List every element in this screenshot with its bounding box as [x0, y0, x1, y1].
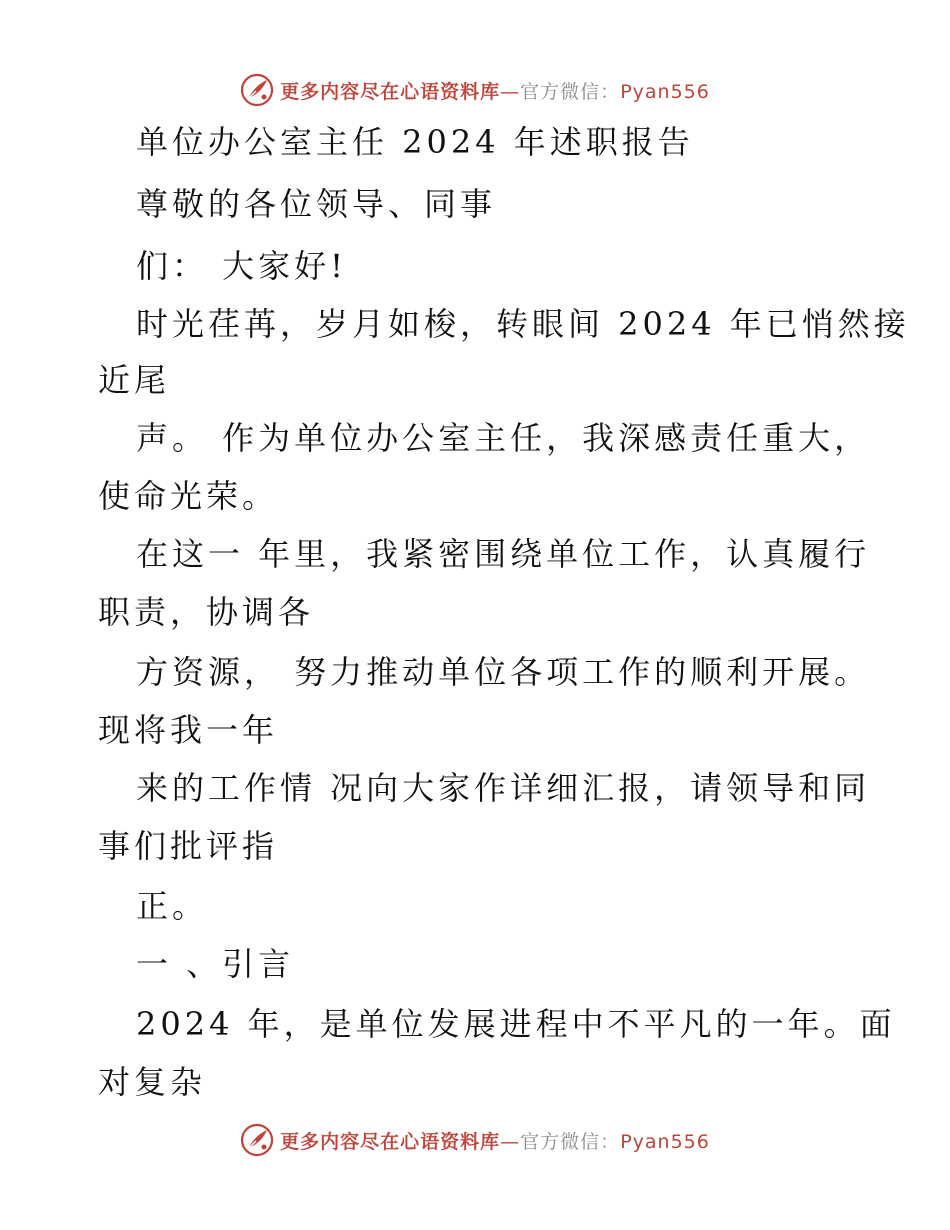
text-line: 在这一 年里，我紧密围绕单位工作，认真履行: [136, 535, 871, 573]
footer-dash: —: [500, 1130, 521, 1153]
text-line: 正。: [136, 887, 209, 925]
footer-wechat-label: 官方微信：: [520, 1130, 621, 1153]
text-line: 来的工作情 况向大家作详细汇报，请领导和同: [136, 769, 871, 807]
text-line: 对复杂: [98, 1063, 207, 1101]
text-line: 们： 大家好!: [136, 247, 348, 285]
header-banner-text: [280, 77, 710, 104]
footer-banner: [0, 1120, 950, 1160]
text-line: 声。 作为单位办公室主任，我深感责任重大，: [136, 419, 871, 457]
text-line: 职责，协调各: [98, 593, 315, 631]
text-line: 2024 年，是单位发展进程中不平凡的一年。面: [136, 1005, 896, 1043]
footer-site-name: 更多内容尽在心语资料库: [280, 1130, 501, 1153]
header-wechat-label: 官方微信：: [520, 80, 621, 103]
footer-wechat-id: Pyan556: [620, 1130, 710, 1153]
section-heading: 一 、引言: [136, 945, 295, 983]
text-line: 时光荏苒，岁月如梭，转眼间 2024 年已悄然接: [136, 305, 910, 343]
footer-banner-text: [280, 1127, 710, 1154]
text-line: 近尾: [98, 361, 171, 399]
header-wechat-id: Pyan556: [620, 80, 710, 103]
header-banner: [0, 70, 950, 110]
text-line: 尊敬的各位领导、同事: [136, 185, 497, 223]
text-line: 使命光荣。: [98, 477, 279, 515]
header-dash: —: [500, 80, 521, 103]
text-line: 现将我一年: [98, 711, 279, 749]
feather-pen-logo-icon: [240, 1123, 274, 1157]
feather-pen-logo-icon: [240, 73, 274, 107]
document-title: 单位办公室主任 2024 年述职报告: [136, 123, 694, 161]
header-site-name: 更多内容尽在心语资料库: [280, 80, 501, 103]
text-line: 事们批评指: [98, 827, 279, 865]
text-line: 方资源， 努力推动单位各项工作的顺利开展。: [136, 653, 871, 691]
